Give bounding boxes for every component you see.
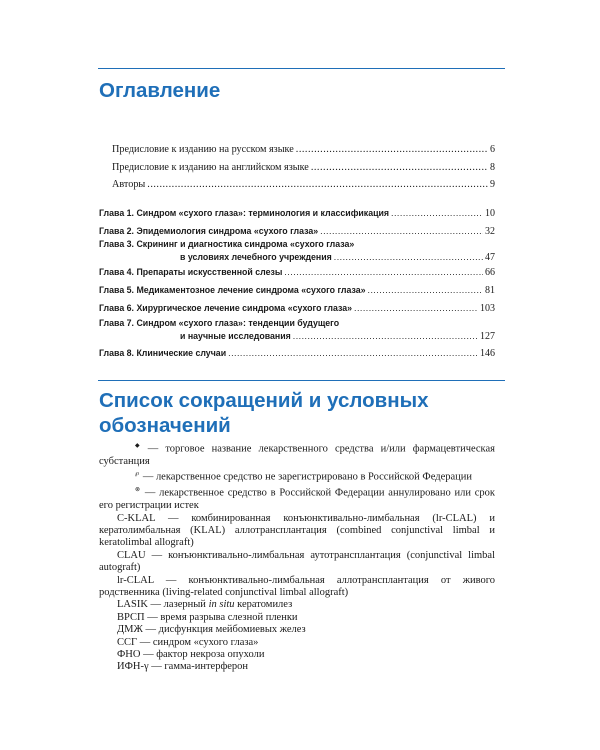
abbreviation-definition: — лазерный: [147, 599, 209, 611]
toc-entry-page: 47: [485, 252, 495, 263]
abbreviation-item: [99, 575, 495, 600]
toc-entry-page: 146: [480, 348, 495, 359]
toc-entry-page: 6: [490, 144, 495, 155]
toc-entry-page: 8: [490, 162, 495, 173]
toc-entry-title: Глава 2. Эпидемиология синдрома «сухого глаза»: [99, 226, 319, 236]
not-registered-mark: ℘: [135, 471, 140, 478]
abbreviation-term: CLAU: [117, 549, 146, 561]
leader-dots: [147, 178, 488, 191]
abbreviations-heading: [99, 388, 429, 438]
abbreviation-definition: — время разрыва слезной пленки: [144, 611, 298, 623]
toc-entry-chapter[interactable]: [99, 284, 495, 297]
toc-entry-page: 9: [490, 179, 495, 190]
abbreviation-definition: — конъюнктивально-лимбальная аутотрансплантация (conjunctival limbal autograft): [99, 549, 495, 574]
abbreviation-definition: — фактор некроза опухоли: [140, 649, 265, 660]
toc-entry-page: 103: [480, 303, 495, 314]
toc-entry-page: 32: [485, 226, 495, 237]
toc-entry-title-line2: в условиях лечебного учреждения: [180, 252, 332, 262]
toc-entry-front[interactable]: [112, 143, 495, 156]
toc-heading: Оглавление: [99, 79, 221, 102]
leader-dots: [334, 251, 483, 264]
abbreviation-definition: — синдром «сухого глаза»: [137, 636, 259, 648]
abbreviation-term: ДМЖ: [117, 624, 143, 636]
abbreviation-term: LASIK: [117, 599, 148, 611]
abbreviation-definition-end: кератомилез: [234, 599, 293, 611]
toc-entry-title: Глава 6. Хирургическое лечение синдрома «сухого глаза»: [99, 303, 352, 313]
abbreviations-heading-line1: Список сокращений и условных: [99, 389, 429, 412]
toc-entry-title-line2: и научные исследования: [180, 331, 291, 341]
abbreviation-item: [99, 661, 495, 673]
annulled-mark: ⊗: [135, 487, 141, 494]
toc-entry-title-continued: [99, 330, 495, 343]
toc-entry-title: Глава 7. Синдром «сухого глаза»: тенденции будущего: [99, 318, 340, 328]
abbreviation-italic: in situ: [208, 599, 235, 611]
toc-entry-chapter[interactable]: [99, 238, 495, 264]
abbreviation-item: [99, 440, 495, 468]
toc-entry-title: Предисловие к изданию на русском языке: [112, 144, 294, 155]
toc-entry-title: Глава 8. Клинические случаи: [99, 348, 227, 358]
abbreviations-list: [99, 440, 495, 674]
abbreviation-definition: — гамма-интерферон: [148, 661, 249, 673]
trademark-mark: ◆: [135, 443, 140, 449]
leader-dots: [296, 143, 488, 156]
toc-entry-title: Глава 5. Медикаментозное лечение синдрома «сухого глаза»: [99, 285, 366, 295]
abbreviation-item: [99, 599, 495, 611]
leader-dots: [311, 161, 488, 174]
abbreviation-definition: — дисфункция мейбомиевых желез: [142, 624, 306, 636]
toc-entry-front[interactable]: [112, 161, 495, 174]
abbreviation-definition: — лекарственное средство не зарегистрировано в Российской Федерации: [140, 471, 472, 483]
abbreviation-item: [99, 468, 495, 484]
abbreviation-item: [99, 612, 495, 624]
leader-dots: [284, 266, 483, 279]
abbreviation-definition: — конъюнктивально-лимбальная аллотрансплантация от живого родственника (living-related conjunctival limbal allograft): [99, 574, 495, 598]
abbreviation-item: [99, 513, 495, 550]
section-rule: [98, 380, 505, 381]
abbreviation-item: [99, 550, 495, 575]
toc-entry-chapter[interactable]: [99, 207, 495, 220]
toc-entry-page: 10: [485, 208, 495, 219]
toc-entry-page: 66: [485, 267, 495, 278]
abbreviations-heading-line2: обозначений: [99, 414, 231, 437]
leader-dots: [368, 284, 483, 297]
abbreviation-item: [99, 637, 495, 649]
top-rule: [98, 68, 505, 69]
toc-entry-title-continued: [99, 251, 495, 264]
toc-entry-chapter[interactable]: [99, 302, 495, 315]
abbreviation-term: ВРСП: [117, 611, 145, 623]
toc-entry-chapter[interactable]: [99, 266, 495, 279]
abbreviation-item: [99, 649, 495, 661]
leader-dots: [391, 207, 483, 220]
abbreviation-term: ФНО: [117, 649, 141, 660]
abbreviation-term: C-KLAL: [117, 512, 156, 524]
toc-entry-title: Глава 3. Скрининг и диагностика синдрома «сухого глаза»: [99, 239, 355, 249]
toc-entry-title: Авторы: [112, 179, 146, 190]
abbreviation-term: ИФН-γ: [117, 661, 149, 673]
leader-dots: [354, 302, 478, 315]
toc-entry-chapter[interactable]: [99, 317, 495, 343]
toc-entry-chapter[interactable]: [99, 347, 495, 360]
abbreviation-item: [99, 624, 495, 636]
toc-entry-page: 81: [485, 285, 495, 296]
abbreviation-item: [99, 484, 495, 512]
abbreviation-definition: — торговое название лекарственного средства и/или фармацевтическая субстанция: [99, 443, 495, 467]
abbreviation-term: ССГ: [117, 636, 138, 648]
abbreviation-definition: — лекарственное средство в Российской Федерации аннулировано или срок его регистрации истек: [99, 487, 495, 512]
abbreviation-term: lr-CLAL: [117, 574, 154, 586]
leader-dots: [228, 347, 478, 360]
toc-entry-chapter[interactable]: [99, 225, 495, 238]
leader-dots: [293, 330, 478, 343]
toc-entry-front[interactable]: [112, 178, 495, 191]
leader-dots: [320, 225, 483, 238]
toc-entry-title: Глава 4. Препараты искусственной слезы: [99, 267, 283, 277]
toc-entry-title: Предисловие к изданию на английском языке: [112, 162, 309, 173]
toc-entry-title: Глава 1. Синдром «сухого глаза»: терминология и классификация: [99, 208, 390, 218]
toc-entry-page: 127: [480, 331, 495, 342]
abbreviation-definition: — комбинированная конъюнктивально-лимбальная (lr-CLAL) и кератолимбальная (KLAL) аллотрансплантация (combined conjunctival limbal и keratolimbal allograft): [99, 512, 495, 549]
